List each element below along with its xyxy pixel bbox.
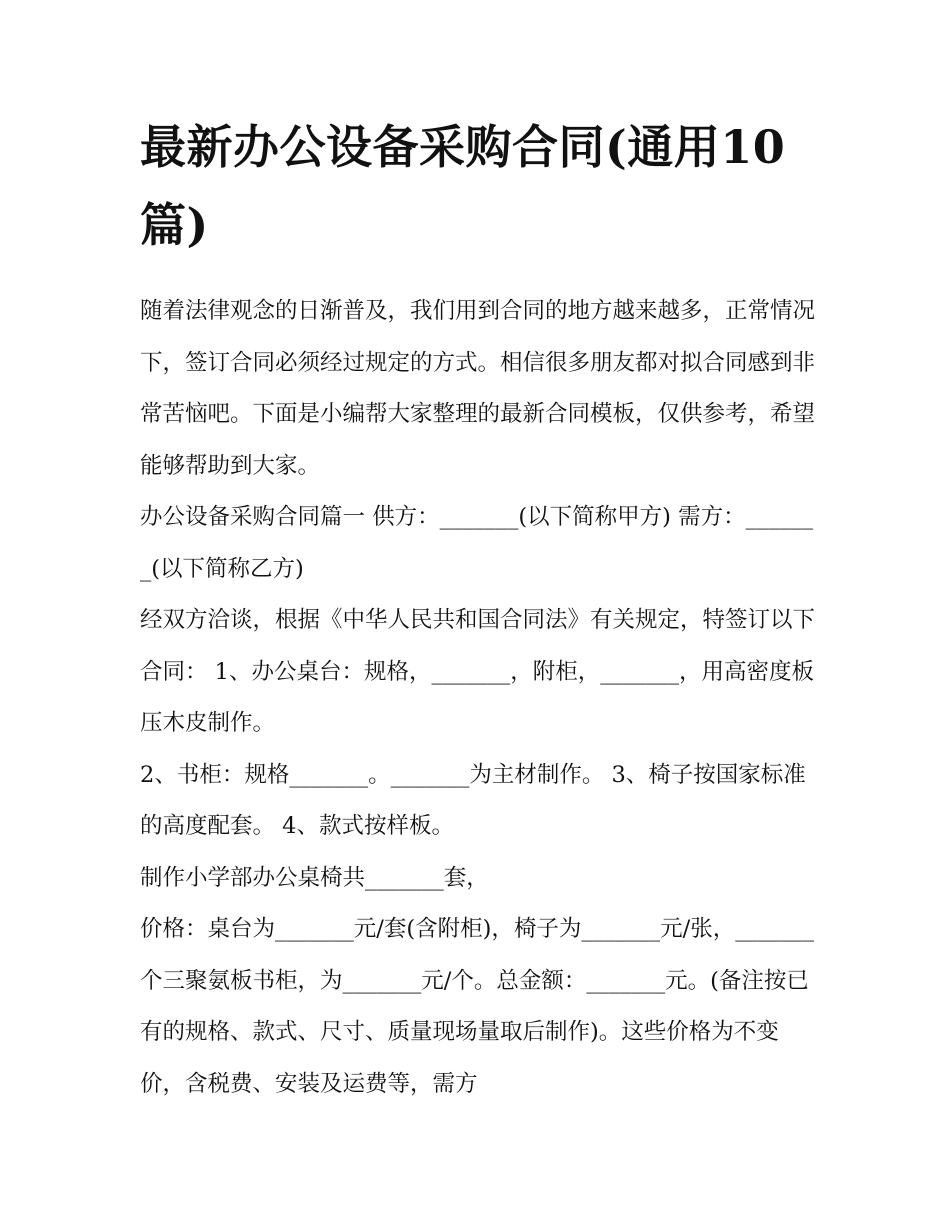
paragraph-intro: 随着法律观念的日渐普及，我们用到合同的地方越来越多，正常情况下，签订合同必须经过规定的方式。相信很多朋友都对拟合同感到非常苦恼吧。下面是小编帮大家整理的最新合同模板，仅供参考，希望能够帮助到大家。 [140, 298, 816, 479]
document-page [140, 108, 820, 1110]
paragraph-desk-spec: 经双方洽谈，根据《中华人民共和国合同法》有关规定，特签订以下合同： 1、办公桌台：规格，_______，附柜，_______，用高密度板压木皮制作。 [140, 607, 816, 736]
document-body [140, 286, 820, 1110]
paragraph-parties: 办公设备采购合同篇一 供方：_______(以下简称甲方) 需方：_______(以下简称乙方) [140, 504, 814, 582]
document-title: 最新办公设备采购合同(通用10篇) [140, 120, 786, 252]
paragraph-quantity: 制作小学部办公桌椅共_______套， [140, 864, 489, 891]
paragraph-pricing: 价格：桌台为_______元/套(含附柜)，椅子为_______元/张，_______个三聚氨板书柜，为_______元/个。总金额：_______元。(备注按已有的规格、款式、尺寸、质量现场量取后制作)。这些价格为不变价，含税费、安装及运费等，需方 [140, 916, 814, 1097]
paragraph-bookcase-chair: 2、书柜：规格_______。_______为主材制作。 3、椅子按国家标准的高度配套。 4、款式按样板。 [140, 761, 806, 839]
